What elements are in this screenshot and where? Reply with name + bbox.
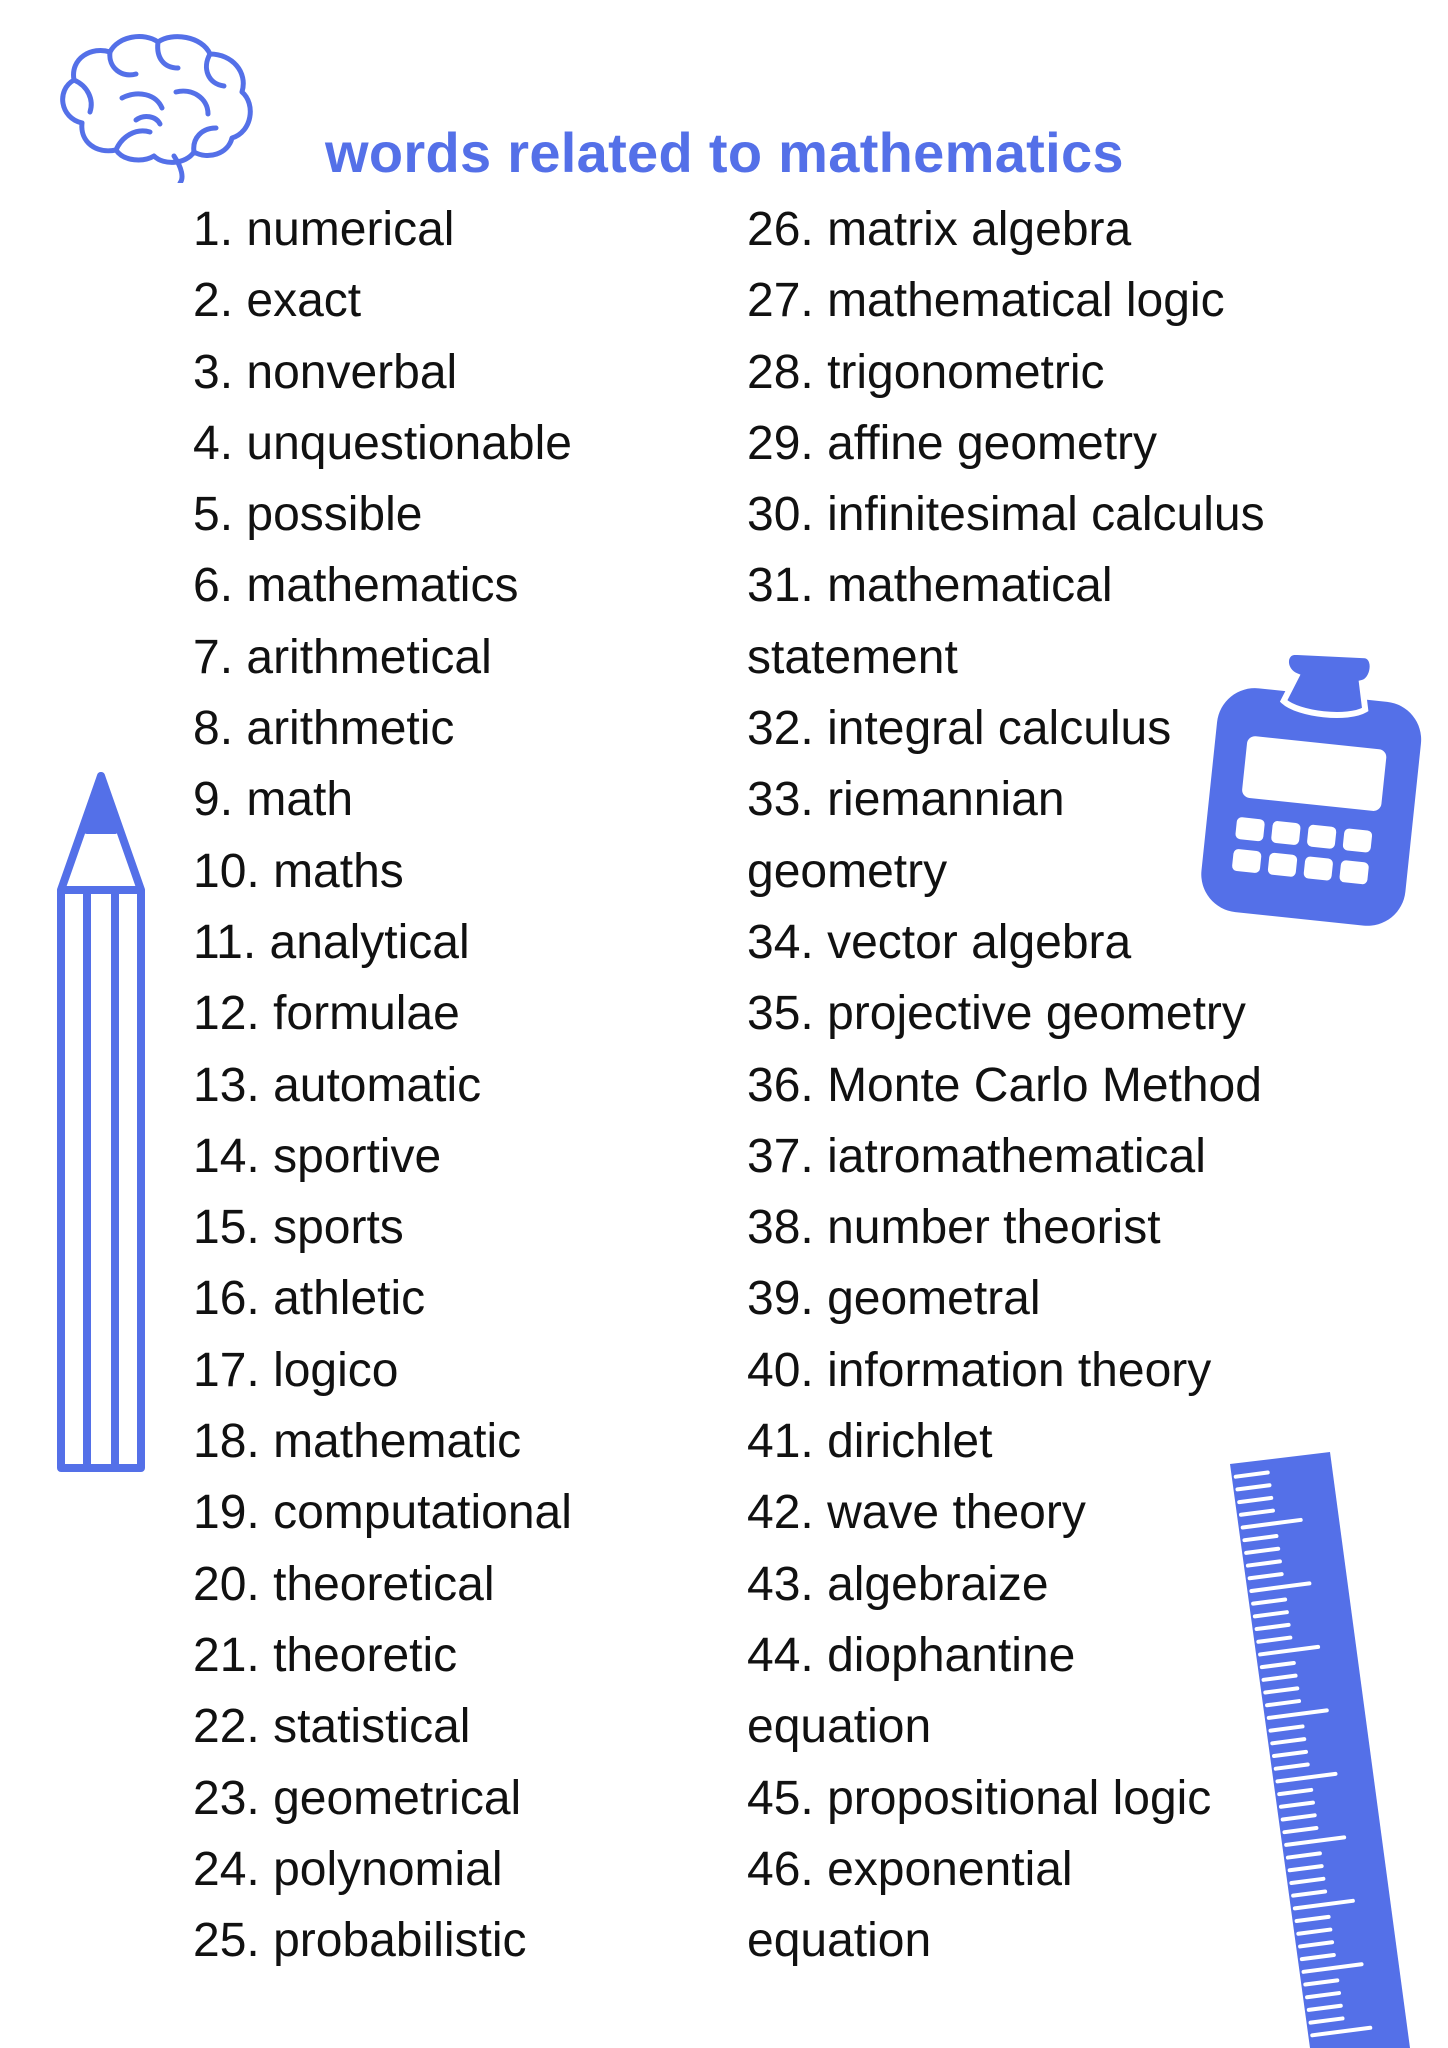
list-item: 21. theoretic xyxy=(193,1628,458,1682)
list-item: 43. algebraize xyxy=(747,1557,1049,1611)
list-item: 26. matrix algebra xyxy=(747,203,1132,256)
list-item: 7. arithmetical xyxy=(193,630,492,684)
list-item: 2. exact xyxy=(193,274,362,328)
list-item: statement xyxy=(747,630,958,684)
list-item: 46. exponential xyxy=(747,1842,1073,1896)
word-list-right xyxy=(747,194,1265,1976)
list-item: 41. dirichlet xyxy=(747,1415,993,1469)
list-item: 31. mathematical xyxy=(747,559,1113,613)
list-item: 32. integral calculus xyxy=(747,702,1172,756)
list-item: 1. numerical xyxy=(193,203,455,256)
list-item: 3. nonverbal xyxy=(193,345,458,399)
list-item: 29. affine geometry xyxy=(747,416,1158,470)
pencil-icon xyxy=(55,770,147,1475)
list-item: 19. computational xyxy=(193,1486,572,1540)
list-item: 42. wave theory xyxy=(747,1486,1086,1540)
list-item: 5. possible xyxy=(193,488,423,542)
list-item: 11. analytical xyxy=(193,915,470,969)
list-item: 27. mathematical logic xyxy=(747,274,1225,328)
list-item: 6. mathematics xyxy=(193,559,519,613)
list-item: 16. athletic xyxy=(193,1272,426,1326)
list-item: 40. information theory xyxy=(747,1343,1212,1397)
list-item: 23. geometrical xyxy=(193,1771,522,1825)
list-item: 33. riemannian xyxy=(747,773,1065,827)
list-item: 39. geometral xyxy=(747,1272,1041,1326)
list-item: 12. formulae xyxy=(193,987,460,1041)
list-item: 38. number theorist xyxy=(747,1201,1161,1255)
list-item: 20. theoretical xyxy=(193,1557,495,1611)
word-list-left xyxy=(193,194,572,1976)
list-item: 28. trigonometric xyxy=(747,345,1105,399)
list-item: 30. infinitesimal calculus xyxy=(747,488,1265,542)
list-item: equation xyxy=(747,1700,932,1754)
list-item: 22. statistical xyxy=(193,1700,471,1754)
list-item: 36. Monte Carlo Method xyxy=(747,1058,1262,1112)
list-item: 14. sportive xyxy=(193,1129,442,1183)
list-item: 15. sports xyxy=(193,1201,404,1255)
page-title: words related to mathematics xyxy=(325,120,1124,184)
list-item: 35. projective geometry xyxy=(747,987,1246,1041)
list-item: 17. logico xyxy=(193,1343,399,1397)
list-item: 9. math xyxy=(193,773,354,827)
list-item: 44. diophantine xyxy=(747,1628,1076,1682)
list-item: 34. vector algebra xyxy=(747,915,1132,969)
list-item: equation xyxy=(747,1914,932,1968)
list-item: 10. maths xyxy=(193,844,404,898)
list-item: 8. arithmetic xyxy=(193,702,455,756)
list-item: geometry xyxy=(747,844,948,898)
list-item: 13. automatic xyxy=(193,1058,482,1112)
list-item: 37. iatromathematical xyxy=(747,1129,1206,1183)
list-item: 25. probabilistic xyxy=(193,1914,527,1968)
list-item: 18. mathematic xyxy=(193,1415,522,1469)
list-item: 4. unquestionable xyxy=(193,416,572,470)
list-item: 24. polynomial xyxy=(193,1842,503,1896)
list-item: 45. propositional logic xyxy=(747,1771,1212,1825)
brain-icon xyxy=(52,28,262,183)
